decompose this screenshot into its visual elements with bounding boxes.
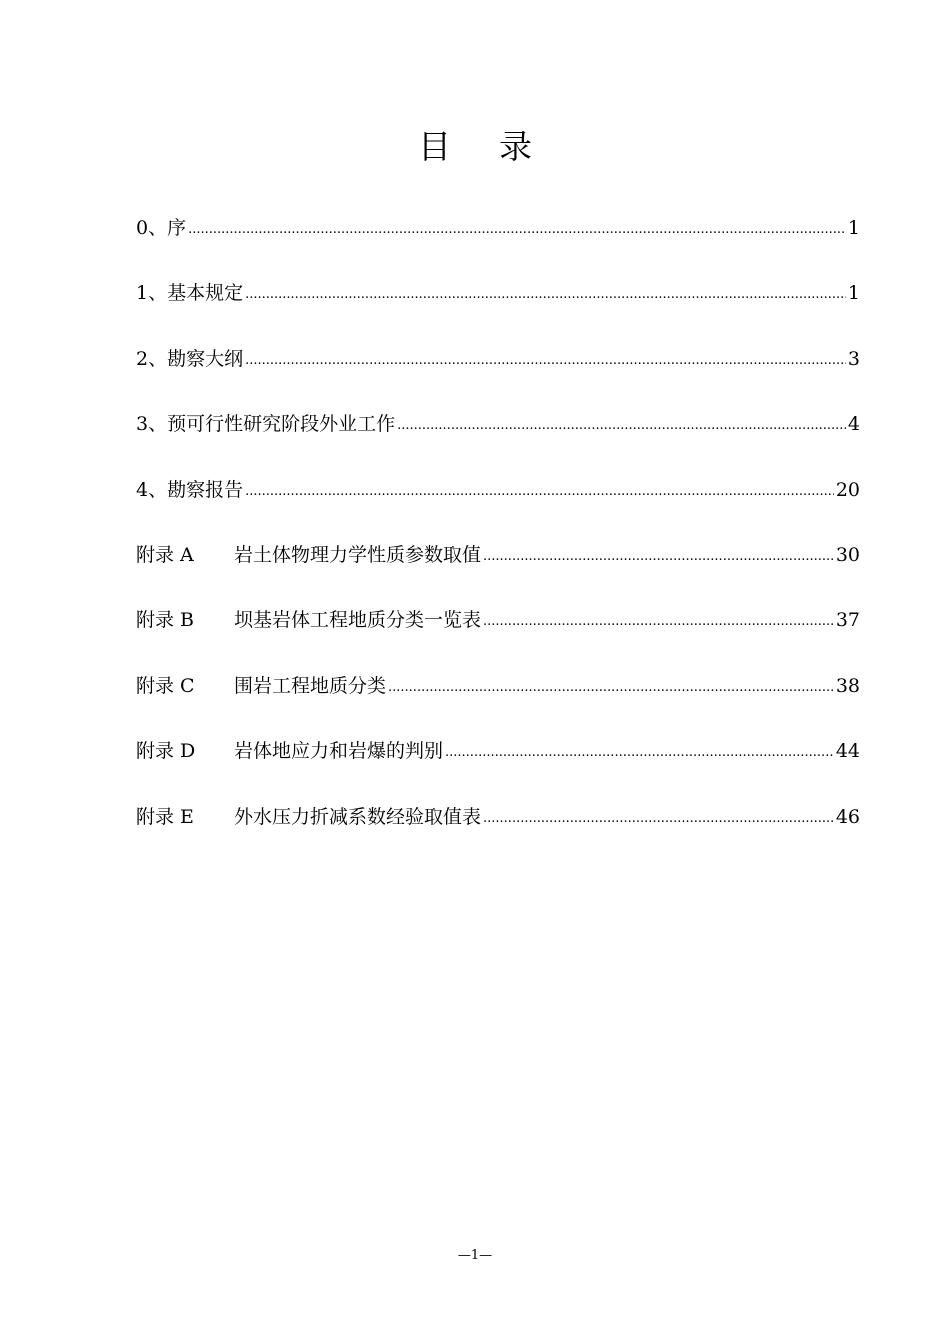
toc-entry-title: 附录 B 坝基岩体工程地质分类一览表 [136,597,481,643]
toc-leader-dots [245,272,846,318]
toc-page-number: 3 [847,347,860,370]
toc-entry-survey-report[interactable] [136,467,860,532]
toc-page-number: 1 [847,282,860,305]
toc-entry-title: 3、预可行性研究阶段外业工作 [136,413,396,436]
toc-entry-survey-outline[interactable] [136,336,860,401]
toc-page-number: 37 [835,609,860,632]
toc-entry-appendix-a[interactable] [136,532,860,597]
toc-leader-dots [445,730,834,776]
toc-page-number: 20 [835,478,860,501]
appendix-label: 附录 B [136,609,195,632]
toc-page-number: 1 [847,217,860,239]
toc-entry-title: 附录 A 岩土体物理力学性质参数取值 [136,532,481,578]
appendix-label: 附录 D [136,740,196,763]
toc-entry-title: 附录 E 外水压力折减系数经验取值表 [136,794,481,840]
toc-entry-title: 0、序 [136,217,187,239]
toc-entry-title: 附录 D 岩体地应力和岩爆的判别 [136,728,443,774]
toc-entry-title: 2、勘察大纲 [136,347,244,370]
toc-entry-basic-rules[interactable] [136,270,860,335]
toc-leader-dots [483,599,834,645]
appendix-label: 附录 A [136,543,194,566]
toc-entry-title: 附录 C 围岩工程地质分类 [136,663,386,709]
toc-page-number: 38 [835,674,860,697]
toc-leader-dots [397,403,846,449]
appendix-label: 附录 C [136,674,195,697]
toc-leader-dots [483,534,834,580]
toc-entry-preface[interactable] [136,205,860,270]
toc-page-number: 4 [847,413,860,436]
toc-leader-dots [245,469,834,515]
toc-page-number: 30 [835,543,860,566]
toc-entry-appendix-b[interactable] [136,597,860,662]
toc-entry-appendix-e[interactable] [136,794,860,859]
table-of-contents [136,205,860,859]
appendix-label: 附录 E [136,805,194,828]
toc-leader-dots [388,665,834,711]
toc-entry-appendix-d[interactable] [136,728,860,793]
toc-page-number: 44 [835,740,860,763]
toc-entry-title: 1、基本规定 [136,282,244,305]
toc-leader-dots [483,796,834,842]
toc-leader-dots [188,207,846,253]
toc-leader-dots [245,338,846,384]
toc-page-number: 46 [835,805,860,828]
toc-entry-field-work[interactable] [136,401,860,466]
toc-entry-title: 4、勘察报告 [136,478,244,501]
page-number-footer: —1— [457,1248,493,1263]
toc-entry-appendix-c[interactable] [136,663,860,728]
page-title: 目录 [418,127,580,166]
